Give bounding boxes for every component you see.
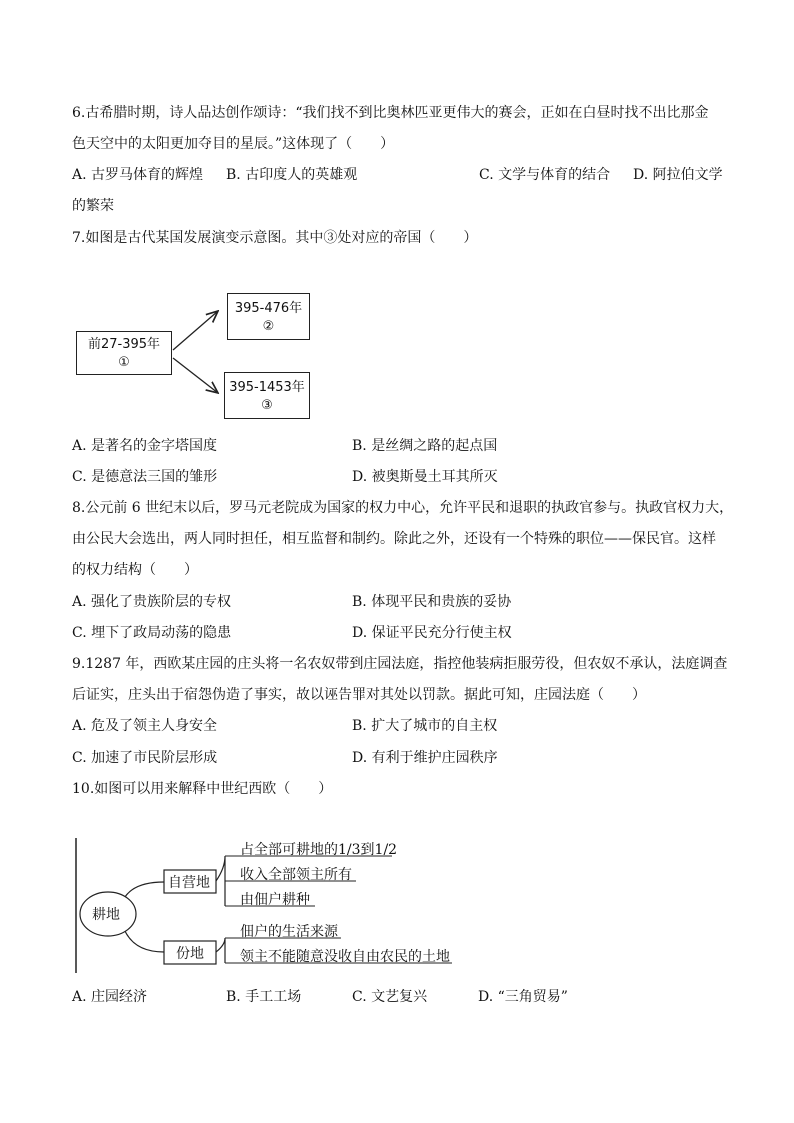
q10-item-5: 领主不能随意没收自由农民的土地	[240, 949, 450, 965]
q8-stem-line3: 的权力结构（ ）	[72, 562, 198, 578]
q8-option-a[interactable]: A. 强化了贵族阶层的专权	[72, 594, 232, 610]
q10-option-a[interactable]: A. 庄园经济	[72, 989, 148, 1005]
q7-stem: 7.如图是古代某国发展演变示意图。其中③处对应的帝国（ ）	[72, 230, 478, 246]
q6-option-c[interactable]: C. 文学与体育的结合	[479, 167, 611, 183]
q6-option-a[interactable]: A. 古罗马体育的辉煌	[72, 167, 204, 183]
q8-option-c[interactable]: C. 埋下了政局动荡的隐患	[72, 625, 232, 641]
q10-brace-upper	[216, 856, 225, 906]
q7-box-1-years: 前27-395年	[87, 337, 161, 352]
q7-box-3-mark: ③	[261, 398, 273, 413]
q10-branch1-label: 自营地	[168, 875, 210, 891]
q7-option-d[interactable]: D. 被奥斯曼土耳其所灭	[352, 469, 498, 485]
q10-option-d[interactable]: D. “三角贸易”	[478, 989, 568, 1005]
q7-option-a[interactable]: A. 是著名的金字塔国度	[72, 438, 218, 454]
q8-stem-line2: 由公民大会选出，两人同时担任，相互监督和制约。除此之外，还设有一个特殊的职位——保民官。这样	[72, 531, 716, 547]
q7-option-b[interactable]: B. 是丝绸之路的起点国	[352, 438, 498, 454]
q8-stem-line1: 8.公元前 6 世纪末以后，罗马元老院成为国家的权力中心，允许平民和退职的执政官参与。执政官权力大，	[72, 500, 734, 516]
q7-box-2-years: 395-476年	[234, 301, 303, 316]
q6-stem-line1: 6.古希腊时期，诗人品达创作颂诗：“我们找不到比奥林匹亚更伟大的赛会，正如在白昼时找不出比那金	[72, 105, 709, 121]
q10-item-1: 占全部可耕地的1/3到1/2	[240, 842, 398, 858]
q10-item-4: 佃户的生活来源	[240, 924, 338, 940]
q10-brace-lower	[216, 938, 225, 963]
q10-item-2: 收入全部领主所有	[240, 867, 352, 883]
q7-box-3-years: 395-1453年	[229, 380, 305, 395]
q7-box-1-mark: ①	[118, 355, 130, 370]
q10-option-c[interactable]: C. 文艺复兴	[352, 989, 428, 1005]
q10-connector-upper	[125, 882, 164, 897]
q10-root-label: 耕地	[92, 907, 120, 923]
q9-option-b[interactable]: B. 扩大了城市的自主权	[352, 718, 498, 734]
q6-option-d[interactable]: D. 阿拉伯文学	[633, 167, 723, 183]
q9-stem-line2: 后证实，庄头出于宿怨伪造了事实，故以诬告罪对其处以罚款。据此可知，庄园法庭（ ）	[72, 687, 646, 703]
q6-stem-line2: 色天空中的太阳更加夺目的星辰。”这体现了（ ）	[72, 136, 395, 152]
q9-option-a[interactable]: A. 危及了领主人身安全	[72, 718, 218, 734]
q9-option-d[interactable]: D. 有利于维护庄园秩序	[352, 750, 498, 766]
q8-option-d[interactable]: D. 保证平民充分行使主权	[352, 625, 512, 641]
q10-connector-lower	[125, 931, 164, 952]
q6-option-b[interactable]: B. 古印度人的英雄观	[226, 167, 358, 183]
q9-option-c[interactable]: C. 加速了市民阶层形成	[72, 750, 218, 766]
q10-branch2-label: 份地	[176, 946, 204, 962]
q9-stem-line1: 9.1287 年，西欧某庄园的庄头将一名农奴带到庄园法庭，指控他装病拒服劳役，但农奴不承认，法庭调查	[72, 656, 728, 672]
q10-stem: 10.如图可以用来解释中世纪西欧（ ）	[72, 781, 333, 797]
q7-box-2-mark: ②	[262, 319, 275, 334]
q8-option-b[interactable]: B. 体现平民和贵族的妥协	[352, 594, 512, 610]
q7-option-c[interactable]: C. 是德意法三国的雏形	[72, 469, 218, 485]
q10-option-b[interactable]: B. 手工工场	[226, 989, 302, 1005]
q6-option-d-wrap: 的繁荣	[72, 198, 114, 214]
q10-item-3: 由佃户耕种	[240, 892, 310, 908]
